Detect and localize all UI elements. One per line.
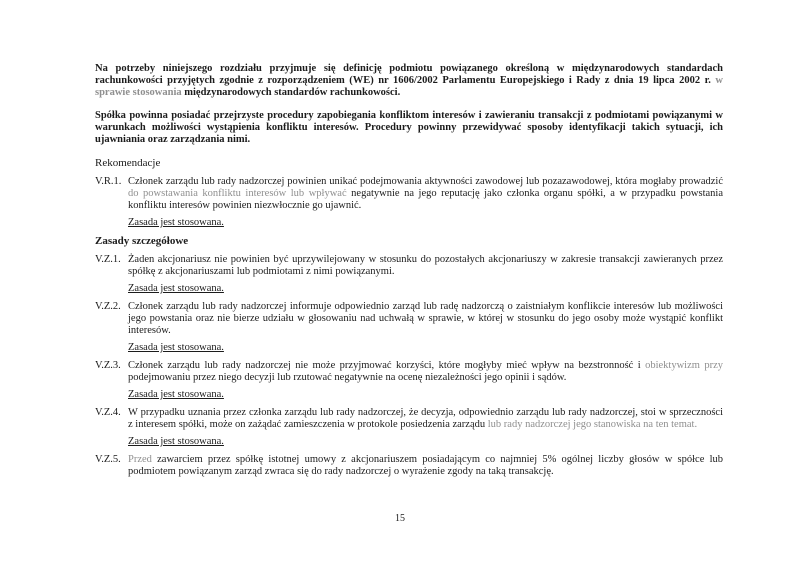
rule-status: Zasada jest stosowana. (128, 389, 224, 400)
text-segment: Na potrzeby niniejszego rozdziału przyjmuje się definicję podmiotu powiązanego określoną w międzynarodowych standardach rachunkowości przyjętych zgodnie z rozporządzeniem (WE) nr 1606/2002 Parlamentu Europejskiego i Rady z dnia 19 lipca 2002 r. (95, 63, 723, 86)
rule-item (95, 176, 723, 229)
rule-text (128, 407, 723, 431)
rule-status: Zasada jest stosowana. (128, 342, 224, 353)
muted-text-segment: w sprawie stosowania (95, 75, 723, 98)
rule-body (128, 301, 723, 354)
text-segment: Spółka powinna posiadać przejrzyste procedury zapobiegania konfliktom interesów i zawieraniu transakcji z podmiotami powiązanymi w warunkach możliwości wystąpienia konfliktu interesów. Procedury powinny przewidywać sposoby identyfikacji takich sytuacji, ich ujawniania oraz zarządzania nimi. (95, 110, 723, 145)
rule-id: V.Z.2. (95, 301, 121, 312)
section-heading: Zasady szczegółowe (95, 235, 189, 247)
rule-status: Zasada jest stosowana. (128, 283, 224, 294)
muted-text-segment: Przed (128, 454, 152, 465)
rule-text (128, 254, 723, 278)
rule-id: V.Z.4. (95, 407, 121, 418)
page-content (95, 63, 723, 484)
text-segment: Członek zarządu lub rady nadzorczej nie może przyjmować korzyści, które mogłyby mieć wpływ na bezstronność i (128, 360, 646, 371)
section-heading: Rekomendacje (95, 157, 161, 169)
rule-body (128, 176, 723, 229)
rule-id: V.Z.3. (95, 360, 121, 371)
text-segment: międzynarodowych standardów rachunkowości. (181, 87, 401, 98)
rule-id: V.Z.1. (95, 254, 121, 265)
rule-id: V.Z.5. (95, 454, 121, 465)
rule-text (128, 360, 723, 384)
rule-item (95, 360, 723, 401)
rule-status: Zasada jest stosowana. (128, 436, 224, 447)
page-number: 15 (395, 513, 405, 524)
text-segment: zawarciem przez spółkę istotnej umowy z akcjonariuszem posiadającym co najmniej 5% ogólnej liczby głosów w spółce lub podmiotem powiązanym zarząd zwraca się do rady nadzorczej o wyrażenie zgody na taką transakcję. (128, 454, 723, 477)
intro-paragraph (95, 110, 723, 146)
intro-paragraphs (95, 63, 723, 146)
muted-text-segment: obiektywizm przy (645, 360, 723, 371)
text-segment: Żaden akcjonariusz nie powinien być uprzywilejowany w stosunku do pozostałych akcjonariuszy w zakresie transakcji zawieranych przez spółkę z akcjonariuszami lub podmiotami z nimi powiązanymi. (128, 254, 723, 277)
rule-body (128, 254, 723, 295)
rules-sections (95, 157, 723, 478)
rule-status: Zasada jest stosowana. (128, 217, 224, 228)
intro-paragraph (95, 63, 723, 99)
text-segment: W przypadku uznania przez członka zarządu lub rady nadzorczej, że decyzja, odpowiednio zarządu lub rady nadzorczej, stoi w sprzeczności z interesem spółki, może on zażądać zamieszczenia w protokole posiedzenia zarządu (128, 407, 723, 430)
rule-text (128, 454, 723, 478)
muted-text-segment: lub rady nadzorczej jego stanowiska na ten temat. (487, 419, 698, 430)
muted-text-segment: do powstawania konfliktu interesów lub wpływać (128, 188, 347, 199)
rule-body (128, 407, 723, 448)
rule-item (95, 301, 723, 354)
rule-body (128, 454, 723, 478)
rule-id: V.R.1. (95, 176, 122, 187)
rule-text (128, 301, 723, 337)
rule-item (95, 254, 723, 295)
text-segment: podejmowaniu przez niego decyzji lub rzutować negatywnie na ocenę niezależności jego opinii i sądów. (128, 372, 567, 383)
rule-text (128, 176, 723, 212)
rule-item (95, 454, 723, 478)
rule-body (128, 360, 723, 401)
text-segment: Członek zarządu lub rady nadzorczej powinien unikać podejmowania aktywności zawodowej lub pozazawodowej, która mogłaby prowadzić (128, 176, 723, 187)
rule-item (95, 407, 723, 448)
text-segment: negatywnie na jego reputację jako członka organu spółki, a w przypadku powstania konfliktu interesów powinien niezwłocznie go ujawnić. (128, 188, 723, 211)
text-segment: Członek zarządu lub rady nadzorczej informuje odpowiednio zarząd lub radę nadzorczą o zaistniałym konflikcie interesów lub możliwości jego powstania oraz nie bierze udziału w głosowaniu nad uchwałą w sprawie, w której w stosunku do jego osoby może wystąpić konflikt interesów. (128, 301, 723, 336)
